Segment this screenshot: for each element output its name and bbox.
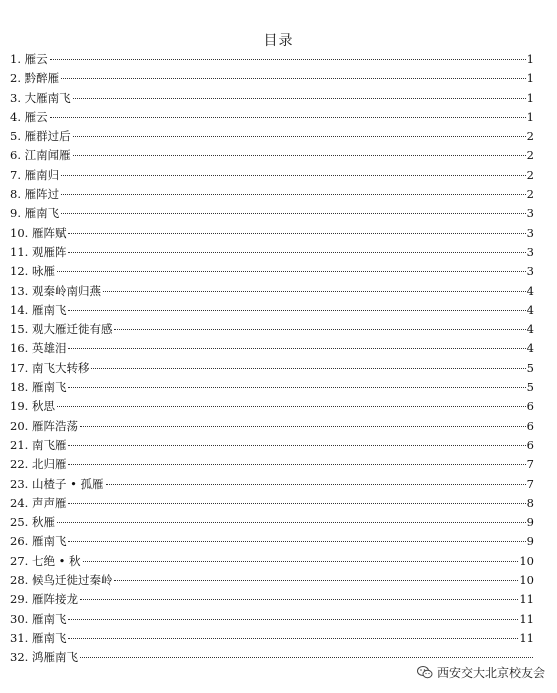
- toc-dot-leader: [83, 561, 519, 562]
- toc-entry[interactable]: [10, 89, 534, 108]
- toc-dot-leader: [106, 484, 526, 485]
- toc-entry-page: 10: [519, 573, 534, 588]
- toc-dot-leader: [68, 233, 525, 234]
- toc-entry-title: 26. 雁南飞: [10, 534, 67, 549]
- toc-entry[interactable]: [10, 397, 534, 416]
- toc-entry[interactable]: [10, 494, 534, 513]
- toc-dot-leader: [80, 426, 526, 427]
- toc-entry-page: 1: [526, 109, 534, 124]
- toc-entry-title: 31. 雁南飞: [10, 630, 67, 645]
- toc-entry-title: 3. 大雁南飞: [10, 90, 71, 105]
- toc-entry-page: 4: [526, 283, 534, 298]
- toc-entry-title: 5. 雁群过后: [10, 129, 71, 144]
- toc-entry-page: 4: [526, 341, 534, 356]
- toc-entry-page: 4: [526, 302, 534, 317]
- toc-entry-page: 10: [519, 553, 534, 568]
- toc-entry-title: 28. 候鸟迁徙过秦岭: [10, 573, 113, 588]
- toc-entry-title: 12. 咏雁: [10, 264, 55, 279]
- toc-entry[interactable]: [10, 475, 534, 494]
- toc-entry-page: 9: [526, 515, 534, 530]
- toc-entry-page: 1: [526, 71, 534, 86]
- toc-entry[interactable]: [10, 204, 534, 223]
- toc-entry[interactable]: [10, 320, 534, 339]
- toc-entry[interactable]: [10, 127, 534, 146]
- toc-entry-title: 7. 雁南归: [10, 167, 60, 182]
- toc-entry-title: 9. 雁南飞: [10, 206, 60, 221]
- toc-entry-title: 18. 雁南飞: [10, 380, 67, 395]
- toc-dot-leader: [57, 406, 526, 407]
- toc-entry-title: 23. 山楂子 • 孤雁: [10, 476, 104, 491]
- toc-dot-leader: [80, 599, 518, 600]
- toc-entry-title: 24. 声声雁: [10, 495, 67, 510]
- toc-entry-title: 17. 南飞大转移: [10, 360, 90, 375]
- toc-dot-leader: [61, 175, 526, 176]
- toc-dot-leader: [68, 348, 525, 349]
- toc-entry-page: 11: [519, 592, 534, 607]
- toc-entry-page: 6: [526, 418, 534, 433]
- toc-entry-page: 5: [526, 360, 534, 375]
- toc-entry[interactable]: [10, 359, 534, 378]
- toc-entry[interactable]: [10, 513, 534, 532]
- toc-entry-title: 6. 江南闻雁: [10, 148, 71, 163]
- toc-entry-page: 11: [519, 630, 534, 645]
- toc-entry-title: 2. 黔醉雁: [10, 71, 60, 86]
- toc-dot-leader: [68, 445, 525, 446]
- toc-entry[interactable]: [10, 552, 534, 571]
- toc-entry-page: 3: [526, 244, 534, 259]
- toc-entry[interactable]: [10, 339, 534, 358]
- toc-dot-leader: [68, 619, 518, 620]
- toc-entry-title: 25. 秋雁: [10, 515, 55, 530]
- toc-entry-page: 6: [526, 399, 534, 414]
- toc-entry-page: 9: [526, 534, 534, 549]
- toc-dot-leader: [73, 155, 526, 156]
- toc-entry[interactable]: [10, 69, 534, 88]
- toc-dot-leader: [68, 252, 525, 253]
- toc-entry-page: 6: [526, 437, 534, 452]
- toc-entry-title: 20. 雁阵浩荡: [10, 418, 78, 433]
- toc-entry-page: 7: [526, 476, 534, 491]
- toc-entry-title: 1. 雁云: [10, 52, 48, 66]
- toc-dot-leader: [61, 78, 526, 79]
- toc-dot-leader: [68, 387, 525, 388]
- toc-entry[interactable]: [10, 455, 534, 474]
- toc-entry[interactable]: [10, 262, 534, 281]
- watermark: [415, 663, 547, 682]
- toc-entry[interactable]: [10, 378, 534, 397]
- toc-entry-page: 11: [519, 611, 534, 626]
- toc-entry-page: 1: [526, 90, 534, 105]
- toc-entry-title: 16. 英雄泪: [10, 341, 67, 356]
- toc-entry-title: 13. 观秦岭南归燕: [10, 283, 101, 298]
- toc-dot-leader: [57, 271, 526, 272]
- toc-entry-page: 2: [526, 187, 534, 202]
- toc-entry-title: 10. 雁阵赋: [10, 225, 67, 240]
- toc-entry-title: 4. 雁云: [10, 109, 48, 124]
- toc-entry-title: 32. 鸿雁南飞: [10, 650, 78, 665]
- toc-entry-page: 4: [526, 322, 534, 337]
- toc-dot-leader: [68, 464, 525, 465]
- toc-dot-leader: [68, 541, 525, 542]
- toc-entry[interactable]: [10, 590, 534, 609]
- toc-entry[interactable]: [10, 301, 534, 320]
- toc-entry[interactable]: [10, 108, 534, 127]
- toc-entry-title: 29. 雁阵接龙: [10, 592, 78, 607]
- page-title: 目录: [263, 33, 294, 49]
- toc-dot-leader: [114, 329, 525, 330]
- toc-entry-page: 8: [526, 495, 534, 510]
- toc-entry[interactable]: [10, 50, 534, 69]
- toc-entry-title: 19. 秋思: [10, 399, 55, 414]
- toc-entry[interactable]: [10, 571, 534, 590]
- toc-entry-title: 15. 观大雁迁徙有感: [10, 322, 113, 337]
- toc-entry-page: 3: [526, 225, 534, 240]
- toc-entry[interactable]: [10, 436, 534, 455]
- toc-entry-title: 30. 雁南飞: [10, 611, 67, 626]
- toc-dot-leader: [68, 503, 525, 504]
- toc-entry-page: 2: [526, 129, 534, 144]
- toc-entry[interactable]: [10, 185, 534, 204]
- watermark-text: 西安交大北京校友会: [436, 666, 545, 680]
- toc-entry[interactable]: [10, 532, 534, 551]
- toc-entry-title: 14. 雁南飞: [10, 302, 67, 317]
- toc-entry-page: 1: [526, 52, 534, 66]
- toc-dot-leader: [61, 213, 526, 214]
- toc-entry[interactable]: [10, 166, 534, 185]
- wechat-icon: [417, 666, 433, 679]
- toc-dot-leader: [114, 580, 518, 581]
- toc-entry[interactable]: [10, 610, 534, 629]
- toc-dot-leader: [68, 310, 525, 311]
- table-of-contents: [10, 50, 534, 668]
- toc-entry[interactable]: [10, 629, 534, 648]
- toc-dot-leader: [68, 638, 518, 639]
- toc-entry-title: 22. 北归雁: [10, 457, 67, 472]
- toc-entry-page: 7: [526, 457, 534, 472]
- toc-dot-leader: [73, 98, 526, 99]
- toc-dot-leader: [61, 194, 526, 195]
- toc-entry-page: 2: [526, 148, 534, 163]
- toc-entry[interactable]: [10, 224, 534, 243]
- toc-entry[interactable]: [10, 417, 534, 436]
- toc-dot-leader: [91, 368, 525, 369]
- toc-entry-title: 21. 南飞雁: [10, 437, 67, 452]
- toc-entry[interactable]: [10, 282, 534, 301]
- toc-entry-page: 3: [526, 264, 534, 279]
- toc-entry-title: 11. 观雁阵: [10, 244, 67, 259]
- toc-dot-leader: [57, 522, 526, 523]
- toc-entry[interactable]: [10, 243, 534, 262]
- toc-dot-leader: [103, 291, 526, 292]
- toc-entry-page: 2: [526, 167, 534, 182]
- toc-entry-page: 3: [526, 206, 534, 221]
- toc-entry-page: 5: [526, 380, 534, 395]
- toc-dot-leader: [73, 136, 526, 137]
- toc-dot-leader: [50, 59, 526, 60]
- toc-dot-leader: [80, 657, 533, 658]
- toc-entry-title: 8. 雁阵过: [10, 187, 60, 202]
- toc-entry[interactable]: [10, 146, 534, 165]
- toc-entry-title: 27. 七绝 • 秋: [10, 553, 81, 568]
- toc-dot-leader: [50, 117, 526, 118]
